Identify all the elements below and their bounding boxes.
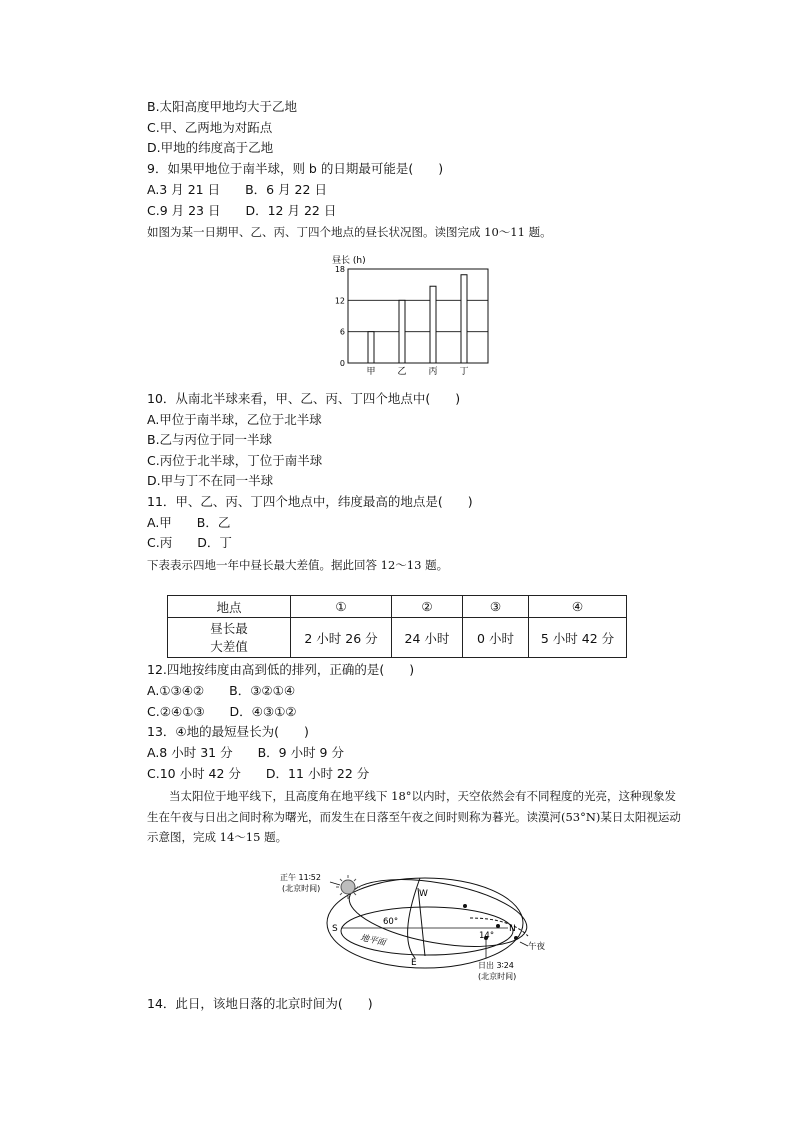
table-cell: 5 小时 42 分	[529, 618, 627, 658]
q9-options-row2: C.9 月 23 日 D．12 月 22 日	[147, 203, 337, 218]
chart-y-tick-label: 6	[339, 327, 345, 337]
horizon-label: 地平面	[359, 933, 387, 949]
q12-options-row2: C.②④①③ D．④③①②	[147, 704, 297, 719]
angle-14-label: 14°	[479, 931, 495, 941]
chart-x-tick-label: 丙	[428, 367, 438, 377]
q11-options-row1: A.甲 B．乙	[147, 515, 231, 530]
chart-bar	[399, 300, 405, 363]
angle-60-label: 60°	[383, 917, 399, 927]
noon-time-sublabel: (北京时间)	[282, 884, 321, 893]
q8-option-c: C.甲、乙两地为对跖点	[147, 120, 273, 135]
midnight-label: 午夜	[528, 942, 546, 952]
q13-stem: 13．④地的最短昼长为( )	[147, 724, 309, 739]
midnight-sun-dot	[514, 936, 518, 940]
table-row	[168, 618, 627, 658]
q9-options-row1: A.3 月 21 日 B．6 月 22 日	[147, 182, 327, 197]
q8-option-b: B.太阳高度甲地均大于乙地	[147, 99, 298, 114]
chart-bar	[461, 275, 467, 363]
chart-y-tick-label: 18	[334, 265, 345, 274]
q11-stem: 11．甲、乙、丙、丁四个地点中，纬度最高的地点是( )	[147, 494, 473, 509]
day-length-chart	[330, 253, 495, 382]
table-header-row	[168, 596, 627, 618]
q12-options-row1: A.①③④② B．③②①④	[147, 683, 296, 698]
chart-x-tick-label: 丁	[459, 367, 469, 377]
noon-pointer	[330, 882, 340, 885]
q13-options-row1: A.8 小时 31 分 B．9 小时 9 分	[147, 745, 344, 760]
sun-position-dot	[496, 924, 500, 928]
table-header-cell: 地点	[168, 596, 291, 618]
chart-y-tick-label: 0	[339, 359, 345, 368]
intro-12-13: 下表表示四地一年中昼长最大差值。据此回答 12～13 题。	[147, 558, 449, 572]
sun-motion-diagram-svg	[280, 858, 560, 988]
intro-14-15: 当太阳位于地平线下，且高度角在地平线下 18°以内时，天空依然会有不同程度的光亮，这种现象发生在午夜与日出之间时称为曙光，而发生在日落至午夜之间时则称为暮光。读漠河(53°N)某日太阳视运动示意图，完成 14～15 题。	[147, 789, 681, 844]
q10-stem: 10．从南北半球来看，甲、乙、丙、丁四个地点中( )	[147, 391, 461, 406]
south-label: S	[332, 924, 338, 934]
q10-option-a: A.甲位于南半球，乙位于北半球	[147, 412, 322, 427]
table-header-cell: ①	[291, 596, 392, 618]
chart-x-tick-label: 甲	[366, 367, 376, 377]
chart-bar	[430, 286, 436, 363]
east-label: E	[411, 958, 417, 968]
table-header-cell: ③	[463, 596, 529, 618]
table-row-label-line1: 昼长最	[210, 620, 248, 636]
q12-stem: 12.四地按纬度由高到低的排列，正确的是( )	[147, 662, 415, 677]
day-length-chart-svg	[330, 253, 495, 378]
q13-options-row2: C.10 小时 42 分 D．11 小时 22 分	[147, 766, 370, 781]
q11-options-row2: C.丙 D．丁	[147, 535, 232, 550]
q8-option-d: D.甲地的纬度高于乙地	[147, 140, 274, 155]
q10-option-c: C.丙位于北半球，丁位于南半球	[147, 453, 323, 468]
table-row-label-line2: 大差值	[210, 638, 248, 654]
q10-option-d: D.甲与丁不在同一半球	[147, 473, 274, 488]
table-header-cell: ④	[529, 596, 627, 618]
sun-position-dot	[463, 904, 467, 908]
table-header-cell: ②	[392, 596, 463, 618]
table-cell: 24 小时	[392, 618, 463, 658]
chart-y-tick-label: 12	[334, 296, 345, 306]
noon-time-label: 正午 11∶52	[280, 873, 321, 882]
q9-stem: 9．如果甲地位于南半球，则 b 的日期最可能是( )	[147, 161, 444, 176]
table-row-label	[168, 618, 291, 658]
chart-x-tick-label: 乙	[397, 367, 407, 377]
intro-10-11: 如图为某一日期甲、乙、丙、丁四个地点的昼长状况图。读图完成 10～11 题。	[147, 225, 552, 239]
sun-motion-diagram	[280, 858, 560, 992]
chart-bar	[368, 332, 374, 363]
chart-y-axis-label: 昼长 (h)	[332, 256, 366, 266]
midnight-pointer	[520, 942, 528, 946]
day-length-difference-table	[167, 595, 627, 658]
north-label: N	[509, 924, 516, 934]
table-cell: 0 小时	[463, 618, 529, 658]
sunrise-time-sublabel: (北京时间)	[478, 972, 517, 981]
west-label: W	[419, 889, 428, 899]
sunrise-time-label: 日出 3∶24	[478, 961, 514, 970]
table-cell: 2 小时 26 分	[291, 618, 392, 658]
q14-stem: 14．此日，该地日落的北京时间为( )	[147, 996, 373, 1011]
sun-icon	[341, 880, 355, 894]
q10-option-b: B.乙与丙位于同一半球	[147, 432, 273, 447]
